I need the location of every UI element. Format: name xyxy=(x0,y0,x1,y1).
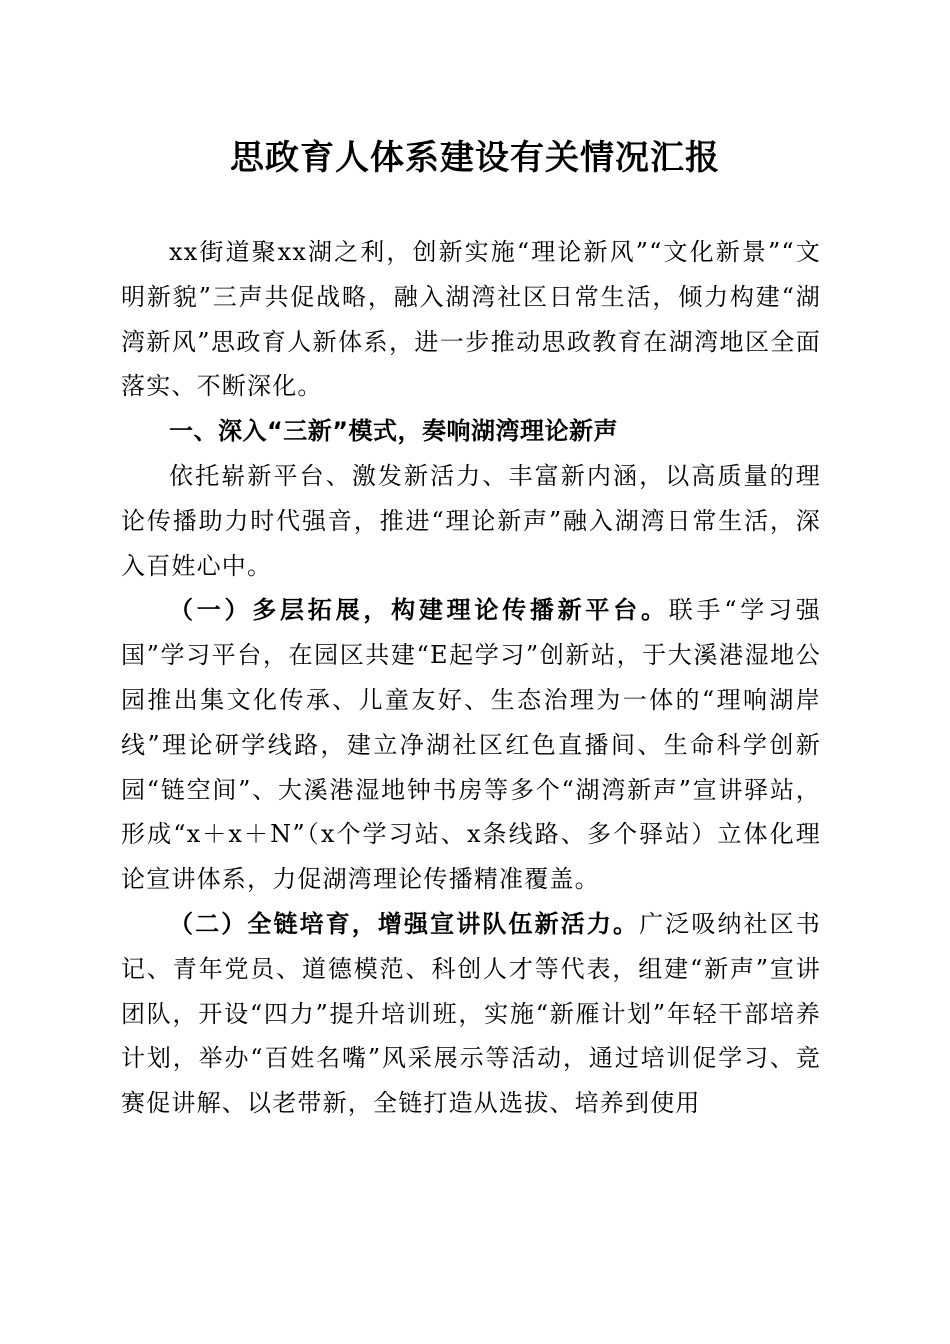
intro-paragraph: xx街道聚xx湖之利，创新实施“理论新风”“文化新景”“文明新貌”三声共促战略，融入湖湾社区日常生活，倾力构建“湖湾新风”思政育人新体系，进一步推动思政教育在湖湾地区全面落实、不断深化。 xyxy=(121,238,821,401)
subsection-paragraph-1 xyxy=(121,588,821,902)
document-title: 思政育人体系建设有关情况汇报 xyxy=(230,138,720,178)
section-overview-paragraph: 依托崭新平台、激发新活力、丰富新内涵，以高质量的理论传播助力时代强音，推进“理论新声”融入湖湾日常生活，深入百姓心中。 xyxy=(121,461,821,580)
subsection-lead-2: （二）全链培育，增强宣讲队伍新活力。 xyxy=(169,908,640,938)
subsection-text-2: 广泛吸纳社区书记、青年党员、道德模范、科创人才等代表，组建“新声”宣讲团队，开设“四力”提升培训班，实施“新雁计划”年轻干部培养计划，举办“百姓名嘴”风采展示等活动，通过培训促学习、竞赛促讲解、以老带新，全链打造从选拔、培养到使用 xyxy=(121,909,821,1118)
subsection-lead-1: （一）多层拓展，构建理论传播新平台。 xyxy=(169,595,669,625)
section-heading: 一、深入“三新”模式，奏响湖湾理论新声 xyxy=(169,417,619,446)
subsection-paragraph-2 xyxy=(121,902,821,1126)
document-body xyxy=(121,230,821,1126)
subsection-text-1: 联手“学习强国”学习平台，在园区共建“E起学习”创新站，于大溪港湿地公园推出集文化传承、儿童友好、生态治理为一体的“理响湖岸线”理论研学线路，建立净湖社区红色直播间、生命科学创新园“链空间”、大溪港湿地钟书房等多个“湖湾新声”宣讲驿站，形成“x＋x＋N”（x个学习站、x条线路、多个驿站）立体化理论宣讲体系，力促湖湾理论传播精准覆盖。 xyxy=(121,596,821,894)
